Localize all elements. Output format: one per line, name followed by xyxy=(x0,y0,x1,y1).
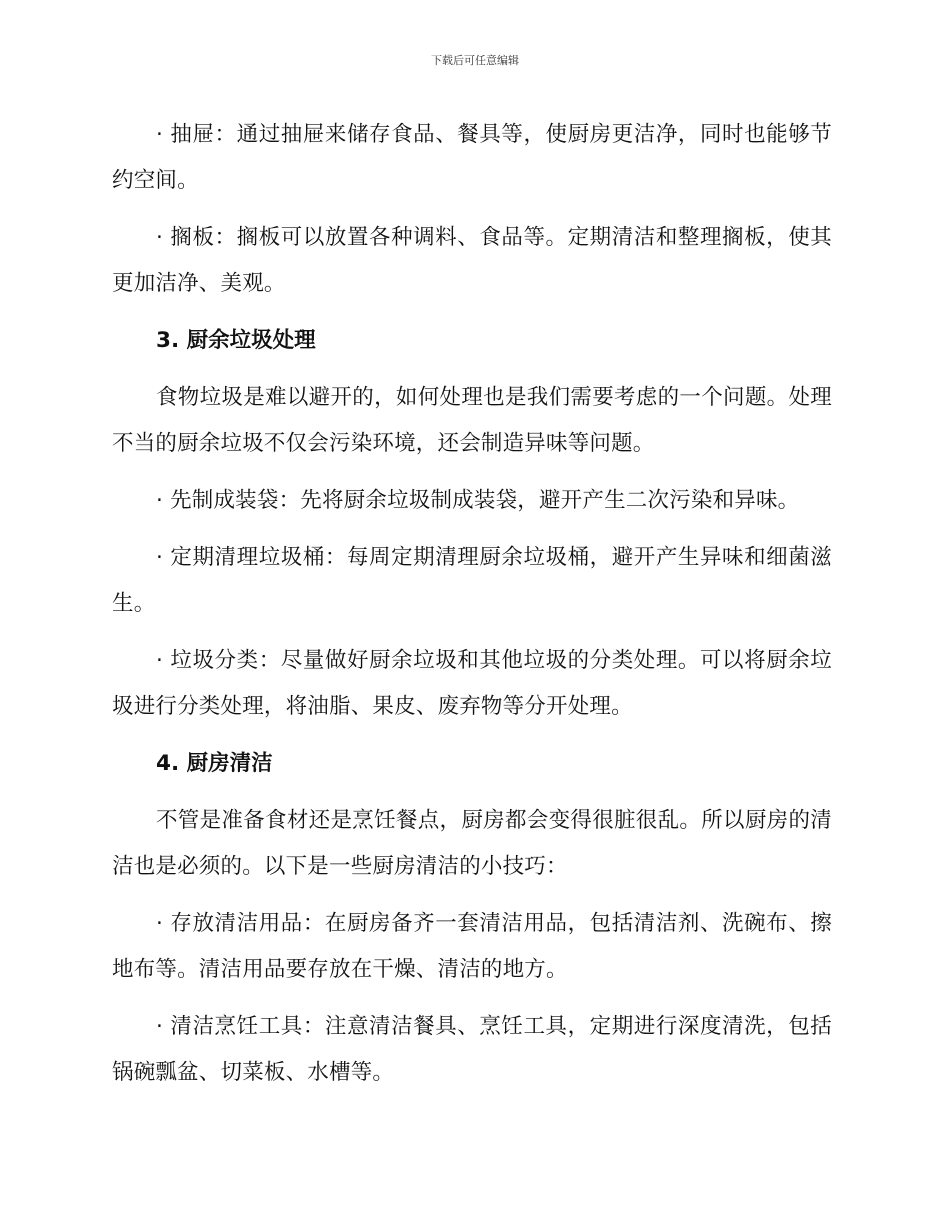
section-heading-waste: 3. 厨余垃圾处理 xyxy=(156,328,316,353)
bullet-bagging: · 先制成装袋：先将厨余垃圾制成装袋，避开产生二次污染和异味。 xyxy=(156,488,800,513)
bullet-shelf: · 搁板：搁板可以放置各种调料、食品等。定期清洁和整理搁板，使其更加洁净、美观。 xyxy=(112,225,832,296)
bullet-drawer: · 抽屉：通过抽屉来储存食品、餐具等，使厨房更洁净，同时也能够节约空间。 xyxy=(112,122,832,193)
bullet-sorting: · 垃圾分类：尽量做好厨余垃圾和其他垃圾的分类处理。可以将厨余垃圾进行分类处理，将油脂、果皮、废弃物等分开处理。 xyxy=(112,648,832,719)
bullet-bin-cleaning: · 定期清理垃圾桶：每周定期清理厨余垃圾桶，避开产生异味和细菌滋生。 xyxy=(112,545,832,616)
paragraph-waste-intro: 食物垃圾是难以避开的，如何处理也是我们需要考虑的一个问题。处理不当的厨余垃圾不仅会污染环境，还会制造异味等问题。 xyxy=(112,385,832,456)
bullet-supplies: · 存放清洁用品：在厨房备齐一套清洁用品，包括清洁剂、洗碗布、擦地布等。清洁用品要存放在干燥、清洁的地方。 xyxy=(112,911,832,982)
paragraph-cleaning-intro: 不管是准备食材还是烹饪餐点，厨房都会变得很脏很乱。所以厨房的清洁也是必须的。以下是一些厨房清洁的小技巧： xyxy=(112,808,832,879)
document-body xyxy=(112,112,832,1096)
section-heading-cleaning: 4. 厨房清洁 xyxy=(156,751,273,776)
page-header: 下载后可任意编辑 xyxy=(431,54,519,67)
bullet-tools: · 清洁烹饪工具：注意清洁餐具、烹饪工具，定期进行深度清洗，包括锅碗瓢盆、切菜板、水槽等。 xyxy=(112,1014,832,1085)
